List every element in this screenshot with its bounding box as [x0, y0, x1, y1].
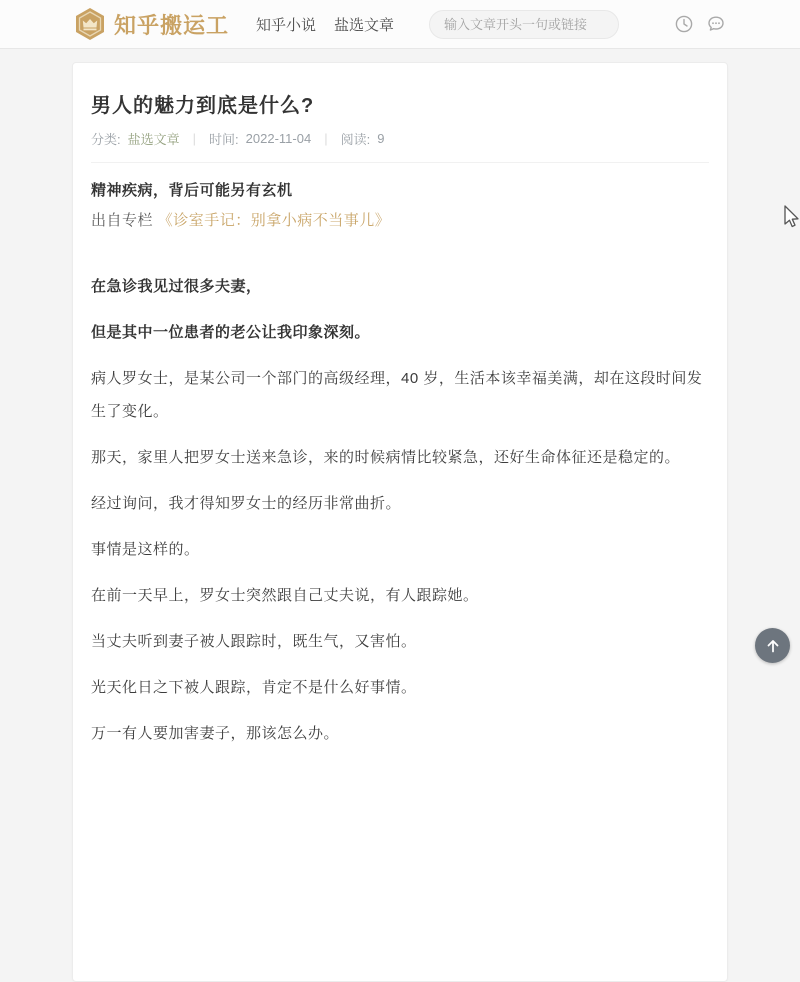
paragraph: 光天化日之下被人跟踪，肯定不是什么好事情。 [91, 679, 417, 696]
article-subtitle: 精神疾病，背后可能另有玄机 [91, 182, 293, 199]
arrow-up-icon [764, 637, 782, 655]
meta-reads-value: 9 [377, 131, 385, 146]
feedback-button[interactable] [704, 12, 728, 36]
paragraph: 在急诊我见过很多夫妻， [91, 278, 262, 295]
article-meta [91, 129, 709, 148]
source-prefix: 出自专栏 [91, 212, 154, 229]
nav-item-zhihu-novel[interactable]: 知乎小说 [256, 16, 317, 34]
meta-time-label: 时间: [209, 132, 239, 147]
site-logo[interactable] [72, 6, 229, 42]
article-body [91, 270, 709, 750]
title-divider [91, 162, 709, 163]
site-title: 知乎搬运工 [114, 12, 230, 38]
meta-category-label: 分类: [91, 132, 121, 147]
meta-category-link[interactable]: 盐选文章 [127, 132, 180, 147]
nav-item-yanxuan-articles[interactable]: 盐选文章 [334, 16, 395, 34]
paragraph: 当丈夫听到妻子被人跟踪时，既生气，又害怕。 [91, 633, 417, 650]
header-actions [672, 12, 728, 36]
paragraph: 万一有人要加害妻子，那该怎么办。 [91, 725, 340, 742]
crown-hexagon-icon [72, 6, 108, 42]
search-box[interactable] [429, 10, 619, 39]
source-line [91, 209, 709, 230]
paragraph: 病人罗女士，是某公司一个部门的高级经理，40 岁，生活本该幸福美满，却在这段时间发生了变化。 [91, 370, 703, 420]
meta-separator: | [324, 131, 328, 146]
paragraph: 在前一天早上，罗女士突然跟自己丈夫说，有人跟踪她。 [91, 587, 479, 604]
meta-reads-label: 阅读: [340, 132, 371, 147]
main-nav [247, 8, 403, 41]
clock-icon [674, 14, 694, 34]
article-title: 男人的魅力到底是什么? [91, 95, 315, 117]
paragraph: 经过询问，我才得知罗女士的经历非常曲折。 [91, 495, 402, 512]
paragraph: 但是其中一位患者的老公让我印象深刻。 [91, 324, 371, 341]
source-column-link[interactable]: 《诊室手记：别拿小病不当事儿》 [157, 212, 391, 229]
search-input[interactable] [444, 17, 620, 32]
scroll-to-top-button[interactable] [755, 628, 790, 663]
header-container [72, 6, 728, 42]
meta-time-value: 2022-11-04 [245, 131, 312, 146]
mouse-cursor-icon [782, 204, 800, 230]
article-card [72, 62, 728, 982]
meta-separator: | [192, 131, 197, 146]
paragraph: 那天，家里人把罗女士送来急诊，来的时候病情比较紧急，还好生命体征还是稳定的。 [91, 449, 681, 466]
message-icon [706, 14, 726, 34]
site-header [0, 0, 800, 49]
history-button[interactable] [672, 12, 696, 36]
paragraph: 事情是这样的。 [91, 541, 200, 558]
